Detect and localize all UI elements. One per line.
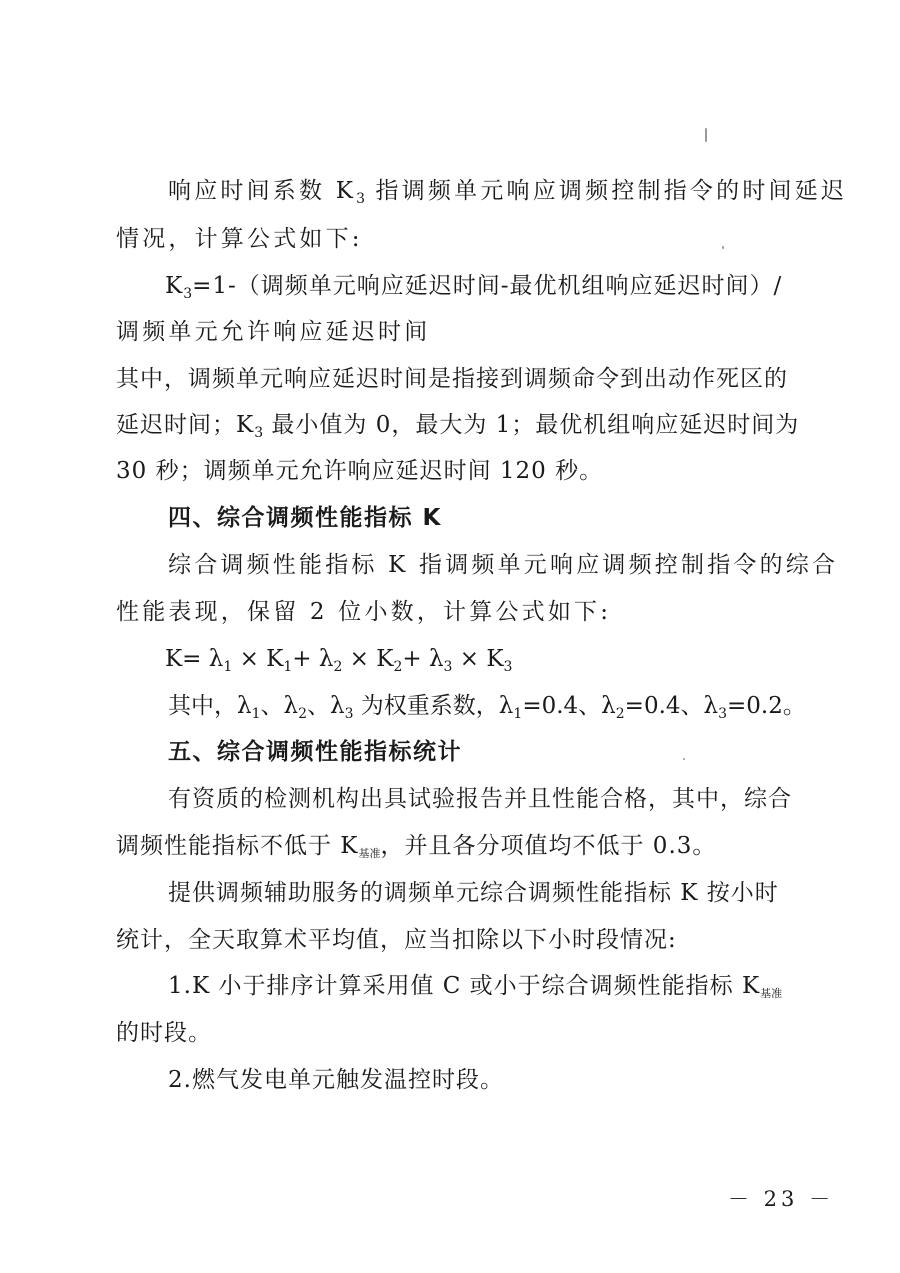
page-number: － 23 － (728, 1187, 835, 1211)
exclusion-item-1-continued: 的时段。 (116, 1020, 212, 1046)
k3-intro-line-2: 情况，计算公式如下: (116, 226, 363, 252)
k-intro-line-1: 综合调频性能指标 K 指调频单元响应调频控制指令的综合 (168, 552, 839, 578)
k3-definition-line-1: 其中，调频单元响应延迟时间是指接到调频命令到出动作死区的 (116, 366, 788, 392)
k3-formula-line-1: $K_3=1-$（调频单元响应延迟时间-最优机组响应延迟时间）/ (165, 273, 783, 302)
exclusion-item-1: 1.K 小于排序计算采用值 C 或小于综合调频性能指标 K基准 (168, 973, 783, 1000)
k-intro-line-2: 性能表现，保留 2 位小数，计算公式如下: (116, 599, 612, 625)
k3-definition-line-2: 延迟时间；$K_3$ 最小值为 0，最大为 1；最优机组响应延迟时间为 (116, 412, 800, 441)
section-heading-5: 五、综合调频性能指标统计 (168, 739, 462, 765)
k3-formula-line-2: 调频单元允许响应延迟时间 (116, 319, 431, 345)
scan-speck (683, 758, 685, 760)
hourly-line-1: 提供调频辅助服务的调频单元综合调频性能指标 K 按小时 (168, 880, 779, 906)
k3-definition-line-3: 30 秒；调频单元允许响应延迟时间 120 秒。 (116, 458, 604, 484)
weight-coefficients: 其中，$\lambda_1$、$\lambda_2$、$\lambda_3$ 为权重系数，$\lambda_1=0.4$、$\lambda_2=0.4$、$\lambda_3=0.2$。 (168, 693, 806, 722)
scan-speck (722, 246, 724, 249)
k3-intro-line-1: 响应时间系数 $K_3$ 指调频单元响应调频控制指令的时间延迟 (168, 178, 848, 207)
hourly-line-2: 统计，全天取算术平均值，应当扣除以下小时段情况: (116, 927, 677, 953)
stats-line-2: 调频性能指标不低于 K基准，并且各分项值均不低于 0.3。 (116, 833, 717, 860)
scan-speck (705, 128, 707, 142)
stats-line-1: 有资质的检测机构出具试验报告并且性能合格，其中，综合 (168, 786, 792, 812)
k-formula: $K= \lambda_1 \times K_1+ \lambda_2 \times K_2+ \lambda_3 \times K_3$ (165, 646, 513, 675)
section-heading-4: 四、综合调频性能指标 K (168, 505, 442, 531)
exclusion-item-2: 2.燃气发电单元触发温控时段。 (168, 1067, 504, 1093)
